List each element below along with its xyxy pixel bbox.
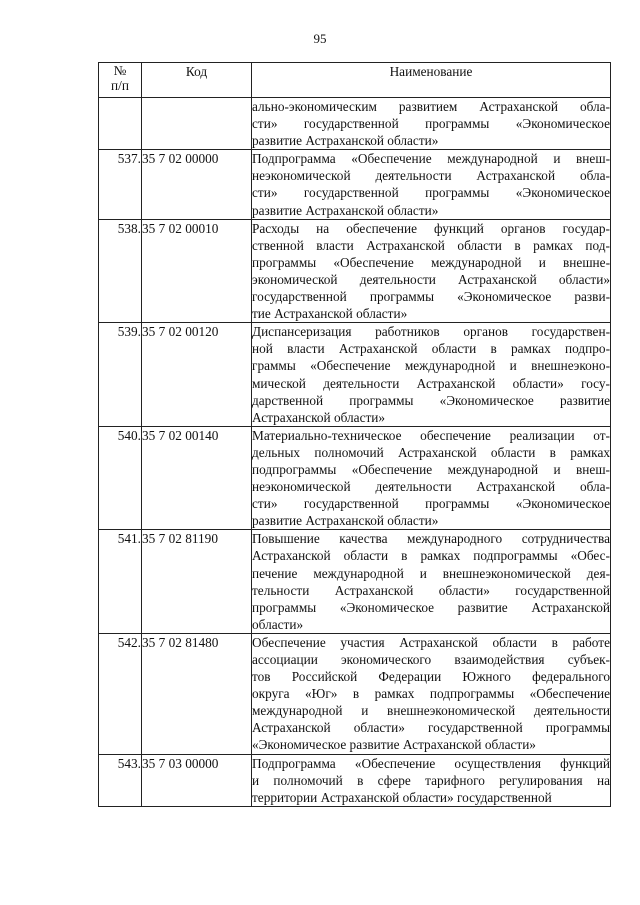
row-code: 35 7 02 00140 bbox=[142, 426, 252, 530]
row-number: 538. bbox=[99, 219, 142, 323]
row-number bbox=[99, 98, 142, 150]
row-name-line: сти» государственной программы «Экономическое bbox=[252, 116, 610, 132]
row-name-line: программы «Экономическое развитие Астраханской bbox=[252, 599, 610, 615]
table-header-row bbox=[99, 63, 611, 98]
row-name bbox=[252, 530, 611, 634]
row-name-line: и полномочий в сфере тарифного регулирования на bbox=[252, 772, 610, 788]
row-number: 537. bbox=[99, 150, 142, 219]
table-row bbox=[99, 323, 611, 427]
row-name-line: дарственной программы «Экономическое развитие bbox=[252, 392, 610, 408]
table-row bbox=[99, 754, 611, 806]
row-code: 35 7 03 00000 bbox=[142, 754, 252, 806]
row-name-line: мической деятельности Астраханской области» госу- bbox=[252, 375, 610, 391]
row-name-line: государственной программы «Экономическое разви- bbox=[252, 289, 610, 305]
row-name bbox=[252, 323, 611, 427]
row-name bbox=[252, 150, 611, 219]
row-name-line: экономической деятельности Астраханской области» bbox=[252, 271, 610, 287]
row-name-line: Астраханской области в рамках подпрограммы «Обес- bbox=[252, 548, 610, 564]
row-name-line: «Экономическое развитие Астраханской области» bbox=[252, 737, 536, 753]
table-row bbox=[99, 219, 611, 323]
row-name-line: области» bbox=[252, 616, 304, 632]
row-name bbox=[252, 219, 611, 323]
row-name-line: Обеспечение участия Астраханской области в работе bbox=[252, 634, 610, 650]
row-name-line: Астраханской области» государственной программы bbox=[252, 720, 610, 736]
row-name-line: территории Астраханской области» государственной bbox=[252, 789, 552, 805]
table-row bbox=[99, 98, 611, 150]
row-name bbox=[252, 426, 611, 530]
row-name-line: дельных полномочий Астраханской области в рамках bbox=[252, 444, 610, 460]
row-name-line: неэкономической деятельности Астраханской обла- bbox=[252, 168, 610, 184]
row-name-line: округа «Юг» в рамках подпрограммы «Обеспечение bbox=[252, 686, 610, 702]
row-name-line: Расходы на обеспечение функций органов государ- bbox=[252, 220, 610, 236]
row-name-line: ассоциации экономического взаимодействия субъек- bbox=[252, 652, 610, 667]
header-code: Код bbox=[142, 63, 252, 98]
budget-code-table bbox=[98, 62, 611, 807]
row-name bbox=[252, 98, 611, 150]
row-name bbox=[252, 633, 611, 754]
row-name bbox=[252, 754, 611, 806]
row-name-line: ально-экономическим развитием Астраханской обла- bbox=[252, 99, 610, 114]
row-name-line: развитие Астраханской области» bbox=[252, 202, 439, 218]
row-name-line: Подпрограмма «Обеспечение международной и внеш- bbox=[252, 151, 610, 167]
row-name-line: Астраханской области» bbox=[252, 409, 386, 425]
header-number-symbol: № bbox=[113, 63, 127, 78]
header-number-abbrev: п/п bbox=[111, 78, 129, 93]
row-code: 35 7 02 00120 bbox=[142, 323, 252, 427]
row-name-line: тов Российской Федерации Южного федерального bbox=[252, 669, 610, 685]
table-row bbox=[99, 530, 611, 634]
row-name-line: граммы «Обеспечение международной и внешнеэконо- bbox=[252, 358, 610, 374]
row-name-line: тие Астраханской области» bbox=[252, 306, 408, 322]
row-name-line: Подпрограмма «Обеспечение осуществления функций bbox=[252, 755, 610, 771]
row-name-line: программы «Обеспечение международной и внешне- bbox=[252, 254, 610, 270]
row-number: 539. bbox=[99, 323, 142, 427]
row-number: 541. bbox=[99, 530, 142, 634]
table-row bbox=[99, 426, 611, 530]
row-name-line: тельности Астраханской области» государственной bbox=[252, 582, 610, 598]
row-name-line: сти» государственной программы «Экономическое bbox=[252, 185, 610, 201]
row-name-line: подпрограммы «Обеспечение международной и внеш- bbox=[252, 461, 610, 477]
header-name: Наименование bbox=[252, 63, 611, 98]
header-number bbox=[99, 63, 142, 98]
row-code: 35 7 02 00010 bbox=[142, 219, 252, 323]
row-name-line: Материально-техническое обеспечение реализации от- bbox=[252, 427, 610, 443]
row-name-line: развитие Астраханской области» bbox=[252, 513, 439, 529]
row-name-line: неэкономической деятельности Астраханской обла- bbox=[252, 479, 610, 495]
row-name-line: ной власти Астраханской области в рамках подпро- bbox=[252, 341, 610, 357]
row-name-line: сти» государственной программы «Экономическое bbox=[252, 496, 610, 512]
row-code: 35 7 02 81190 bbox=[142, 530, 252, 634]
row-number: 540. bbox=[99, 426, 142, 530]
row-name-line: ственной власти Астраханской области в рамках под- bbox=[252, 237, 610, 253]
row-name-line: международной и внешнеэкономической деятельности bbox=[252, 703, 610, 719]
row-code bbox=[142, 98, 252, 150]
row-number: 543. bbox=[99, 754, 142, 806]
table-row bbox=[99, 633, 611, 754]
row-name-line: развитие Астраханской области» bbox=[252, 133, 439, 149]
row-number: 542. bbox=[99, 633, 142, 754]
page-number: 95 bbox=[313, 31, 327, 46]
table-row bbox=[99, 150, 611, 219]
row-code: 35 7 02 81480 bbox=[142, 633, 252, 754]
row-code: 35 7 02 00000 bbox=[142, 150, 252, 219]
row-name-line: печение международной и внешнеэкономической дея- bbox=[252, 565, 610, 581]
row-name-line: Повышение качества международного сотрудничества bbox=[252, 531, 610, 547]
row-name-line: Диспансеризация работников органов государствен- bbox=[252, 324, 610, 340]
